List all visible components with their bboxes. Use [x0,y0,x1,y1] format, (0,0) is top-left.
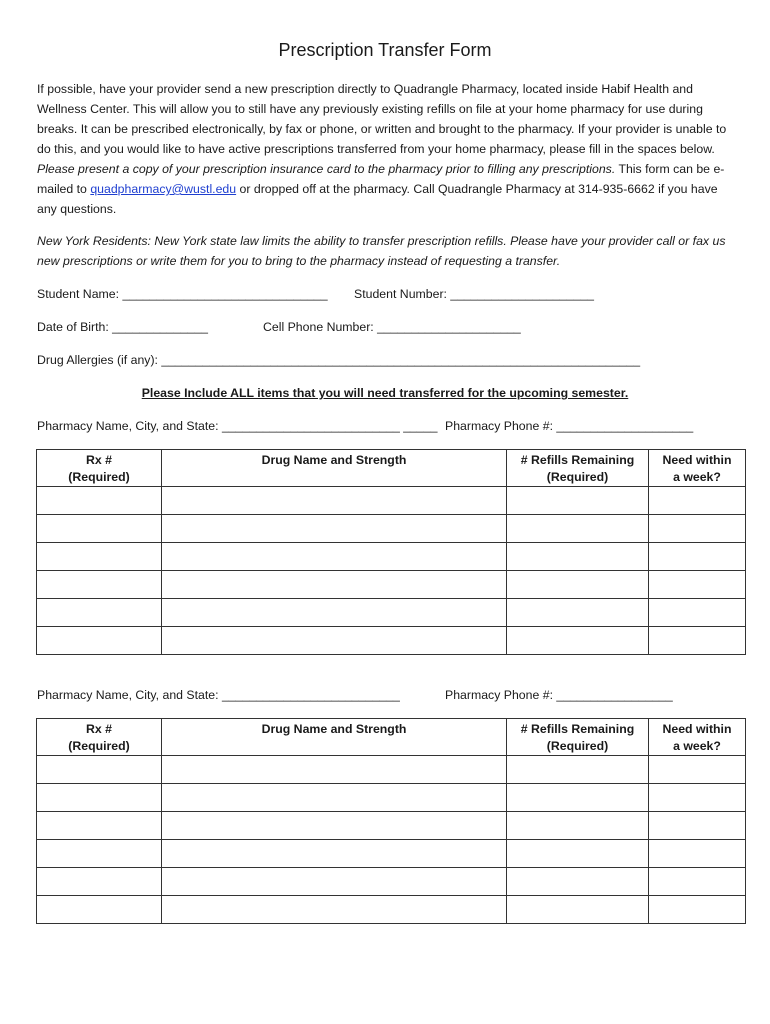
table-header-row [37,719,746,756]
drug-cell[interactable] [162,487,507,515]
rx-cell[interactable] [37,868,162,896]
include-all-heading: Please Include ALL items that you will need transferred for the upcoming semester. [141,386,629,400]
rx-table-1 [36,449,746,655]
table-row [37,868,746,896]
refills-cell[interactable] [507,543,649,571]
rx-cell[interactable] [37,571,162,599]
table-row [37,487,746,515]
drug-cell[interactable] [162,627,507,655]
ny-residents-note: New York Residents: New York state law limits the ability to transfer prescription refills. Please have your provider call or fax us new prescriptions or write them for you to bring to the pharmacy instead of requesting a transfer. [37,234,726,268]
need-cell[interactable] [649,543,746,571]
refills-cell[interactable] [507,487,649,515]
need-cell[interactable] [649,487,746,515]
need-cell[interactable] [649,599,746,627]
pharmacy2-name-field[interactable]: Pharmacy Name, City, and State: __________________________ [37,688,400,702]
table-row [37,627,746,655]
table-row [37,784,746,812]
table-row [37,812,746,840]
table-row [37,571,746,599]
page-title: Prescription Transfer Form [278,40,492,60]
pharmacy1-name-field[interactable]: Pharmacy Name, City, and State: __________________________ _____ [37,419,438,433]
refills-cell[interactable] [507,571,649,599]
rx-cell[interactable] [37,840,162,868]
need-within-week-header: Need within a week? [649,719,746,756]
rx-cell[interactable] [37,812,162,840]
rx-table-2 [36,718,746,924]
refills-cell[interactable] [507,868,649,896]
table-row [37,756,746,784]
need-cell[interactable] [649,896,746,924]
rx-cell[interactable] [37,784,162,812]
refills-cell[interactable] [507,627,649,655]
need-cell[interactable] [649,571,746,599]
rx-cell[interactable] [37,756,162,784]
rx-cell[interactable] [37,543,162,571]
drug-cell[interactable] [162,515,507,543]
drug-allergies-field[interactable]: Drug Allergies (if any): ______________________________________________________________________ [37,353,641,367]
refills-cell[interactable] [507,840,649,868]
contact-text: or dropped off at the pharmacy. Call Quadrangle Pharmacy at 314-935-6662 if you have any questions. [37,182,718,216]
pharmacy1-phone-field[interactable]: Pharmacy Phone #: ____________________ [445,419,694,433]
table-row [37,543,746,571]
email-lead-text: This form can be e-mailed to [37,162,725,196]
rx-cell[interactable] [37,599,162,627]
cell-phone-field[interactable]: Cell Phone Number: _____________________ [263,320,521,334]
insurance-card-note: Please present a copy of your prescription insurance card to the pharmacy prior to filling any prescriptions. [37,162,616,176]
refills-cell[interactable] [507,599,649,627]
date-of-birth-field[interactable]: Date of Birth: ______________ [37,320,208,334]
need-cell[interactable] [649,756,746,784]
student-number-field[interactable]: Student Number: _____________________ [354,287,594,301]
refills-cell[interactable] [507,784,649,812]
rx-cell[interactable] [37,487,162,515]
drug-cell[interactable] [162,784,507,812]
rx-cell[interactable] [37,515,162,543]
drug-name-header: Drug Name and Strength [162,719,507,756]
table-row [37,896,746,924]
drug-cell[interactable] [162,571,507,599]
email-link[interactable]: quadpharmacy@wustl.edu [90,182,237,196]
drug-cell[interactable] [162,756,507,784]
refills-cell[interactable] [507,515,649,543]
drug-name-header: Drug Name and Strength [162,450,507,487]
drug-cell[interactable] [162,599,507,627]
intro-text: If possible, have your provider send a new prescription directly to Quadrangle Pharmacy, located inside Habif Health and Wellness Center. This will allow you to still have any previously existing refills on file at your home pharmacy for use during breaks. It can be prescribed electronically, by fax or phone, or written and brought to the pharmacy. If your provider is unable to do this, and you would like to have active prescriptions transferred from your home pharmacy, please fill in the spaces below. [37,82,727,156]
pharmacy2-phone-field[interactable]: Pharmacy Phone #: _________________ [445,688,673,702]
rx-number-header: Rx # (Required) [37,719,162,756]
drug-cell[interactable] [162,543,507,571]
rx-cell[interactable] [37,896,162,924]
drug-cell[interactable] [162,896,507,924]
need-cell[interactable] [649,515,746,543]
drug-cell[interactable] [162,840,507,868]
drug-cell[interactable] [162,868,507,896]
need-cell[interactable] [649,784,746,812]
drug-cell[interactable] [162,812,507,840]
refills-cell[interactable] [507,812,649,840]
refills-header: # Refills Remaining (Required) [507,450,649,487]
rx-cell[interactable] [37,627,162,655]
need-within-week-header: Need within a week? [649,450,746,487]
refills-header: # Refills Remaining (Required) [507,719,649,756]
table-row [37,599,746,627]
need-cell[interactable] [649,868,746,896]
table-row [37,840,746,868]
intro-paragraph [37,79,737,219]
table-header-row [37,450,746,487]
need-cell[interactable] [649,812,746,840]
need-cell[interactable] [649,627,746,655]
refills-cell[interactable] [507,896,649,924]
need-cell[interactable] [649,840,746,868]
table-row [37,515,746,543]
rx-number-header: Rx # (Required) [37,450,162,487]
refills-cell[interactable] [507,756,649,784]
student-name-field[interactable]: Student Name: ______________________________ [37,287,328,301]
